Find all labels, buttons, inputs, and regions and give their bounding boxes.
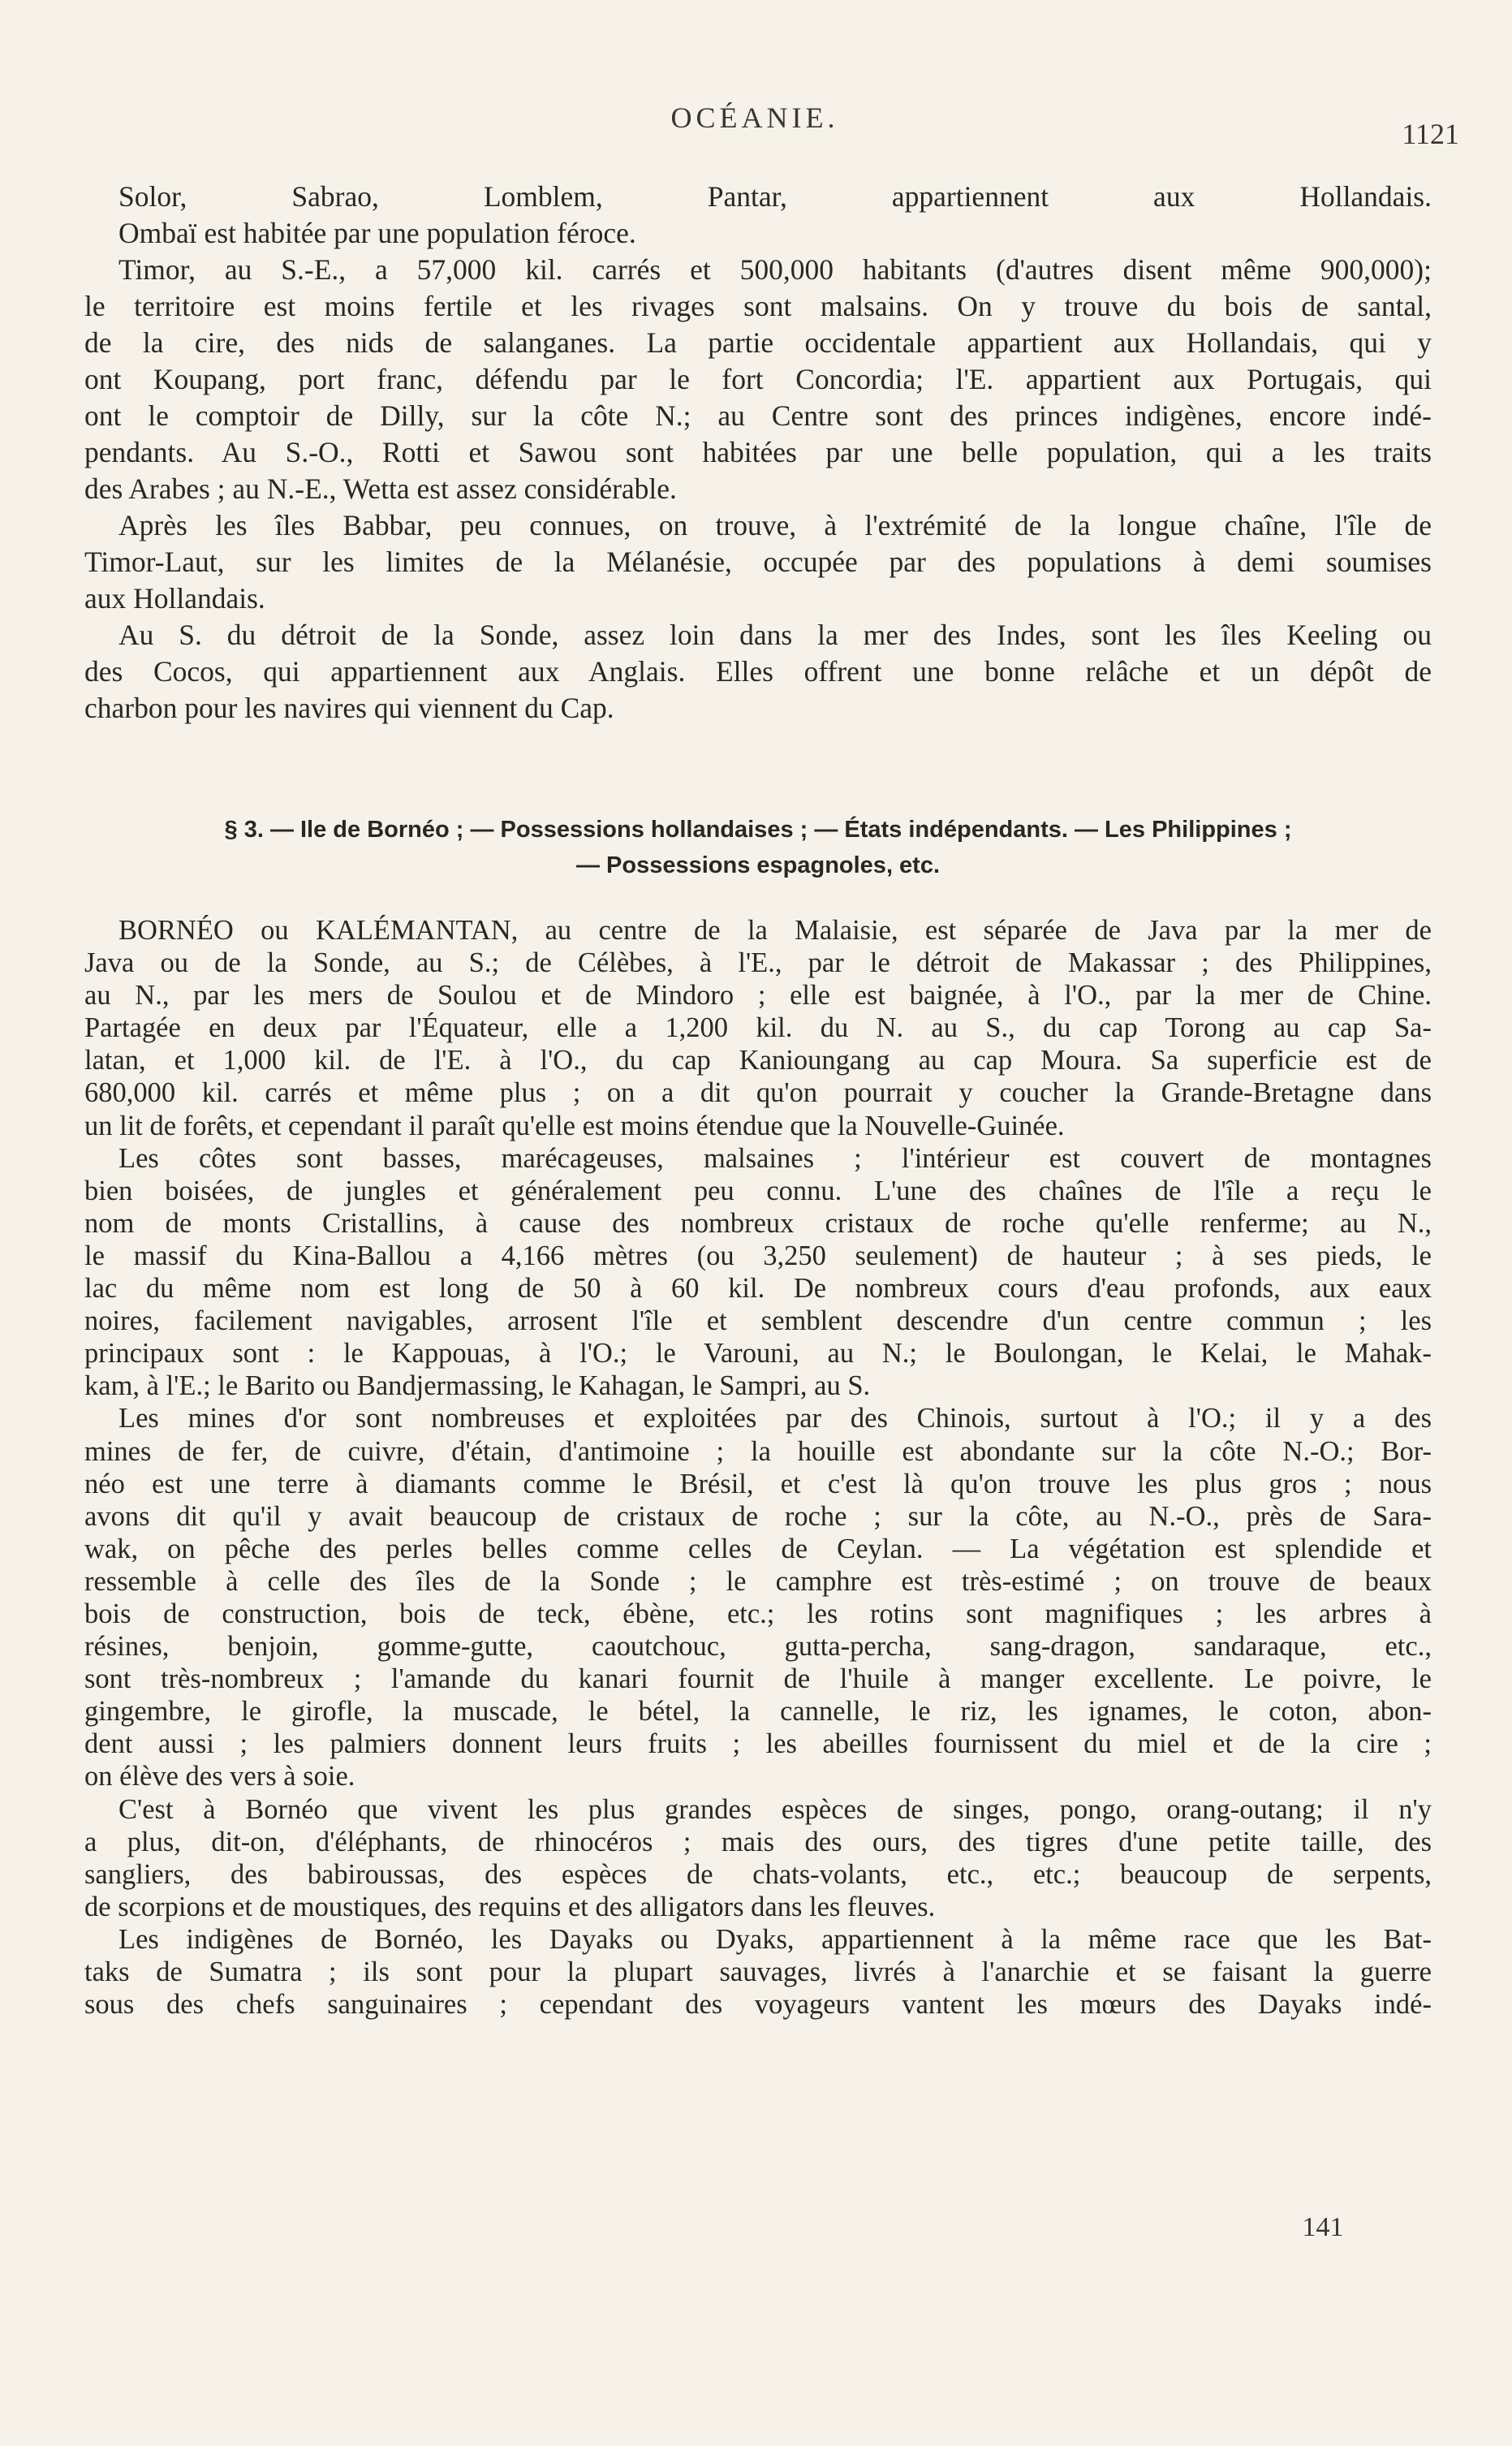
- text-line: BORNÉO ou KALÉMANTAN, au centre de la Malaisie, est séparée de Java par la mer de: [118, 915, 1432, 946]
- text-line: mines de fer, de cuivre, d'étain, d'antimoine ; la houille est abondante sur la côte N.-O.; Bor-: [84, 1435, 1432, 1467]
- heading-line: — Possessions espagnoles, etc.: [575, 852, 941, 878]
- text-block-islands: [84, 179, 1432, 727]
- text-line: aux Hollandais.: [84, 582, 265, 615]
- text-line: le territoire est moins fertile et les rivages sont malsains. On y trouve du bois de santal,: [84, 290, 1432, 322]
- text-line: Les indigènes de Bornéo, les Dayaks ou Dyaks, appartiennent à la même race que les Bat-: [118, 1923, 1432, 1955]
- text-line: on élève des vers à soie.: [84, 1761, 355, 1792]
- text-line: Timor, au S.-E., a 57,000 kil. carrés et 500,000 habitants (d'autres disent même 900,000);: [118, 253, 1432, 286]
- text-line: Les mines d'or sont nombreuses et exploitées par des Chinois, surtout à l'O.; il y a des: [118, 1403, 1432, 1434]
- text-line: Solor, Sabrao, Lomblem, Pantar, appartiennent aux Hollandais.: [118, 180, 1432, 213]
- text-line: gingembre, le girofle, la muscade, le bétel, la cannelle, le riz, les ignames, le coton, abon-: [84, 1696, 1432, 1728]
- section-heading: [84, 812, 1432, 883]
- text-line: bois de construction, bois de teck, ébène, etc.; les rotins sont magnifiques ; les arbres à: [84, 1598, 1432, 1629]
- text-line: ont le comptoir de Dilly, sur la côte N.; au Centre sont des princes indigènes, encore indé-: [84, 399, 1432, 432]
- text-line: Java ou de la Sonde, au S.; de Célèbes, à l'E., par le détroit de Makassar ; des Philippines,: [84, 947, 1432, 979]
- text-line: au N., par les mers de Soulou et de Mindoro ; elle est baignée, à l'O., par la mer de Chine.: [84, 980, 1432, 1012]
- text-line: avons dit qu'il y avait beaucoup de cristaux de roche ; sur la côte, au N.-O., près de Sara-: [84, 1500, 1432, 1532]
- text-line: C'est à Bornéo que vivent les plus grandes espèces de singes, pongo, orang-outang; il n'y: [118, 1793, 1432, 1825]
- text-line: bien boisées, de jungles et généralement peu connu. L'une des chaînes de l'île a reçu le: [84, 1175, 1432, 1206]
- text-line: Timor-Laut, sur les limites de la Mélanésie, occupée par des populations à demi soumises: [84, 546, 1432, 578]
- text-line: Partagée en deux par l'Équateur, elle a 1,200 kil. du N. au S., du cap Torong au cap Sa-: [84, 1012, 1432, 1044]
- text-line: des Cocos, qui appartiennent aux Anglais. Elles offrent une bonne relâche et un dépôt de: [84, 655, 1432, 688]
- text-line: kam, à l'E.; le Barito ou Bandjermassing, le Kahagan, le Sampri, au S.: [84, 1370, 871, 1402]
- text-line: 680,000 kil. carrés et même plus ; on a dit qu'on pourrait y coucher la Grande-Bretagne dans: [84, 1077, 1432, 1109]
- running-header: OCÉANIE.: [670, 101, 839, 134]
- text-line: a plus, dit-on, d'éléphants, de rhinocéros ; mais des ours, des tigres d'une petite taille, des: [84, 1826, 1432, 1857]
- text-line: dent aussi ; les palmiers donnent leurs fruits ; les abeilles fournissent du miel et de la cire ;: [84, 1728, 1432, 1760]
- text-line: nom de monts Cristallins, à cause des nombreux cristaux de roche qu'elle renferme; au N.,: [84, 1207, 1432, 1239]
- text-line: néo est une terre à diamants comme le Brésil, et c'est là qu'on trouve les plus gros ; nous: [84, 1468, 1432, 1499]
- text-line: principaux sont : le Kappouas, à l'O.; le Varouni, au N.; le Boulongan, le Kelai, le Mahak-: [84, 1338, 1432, 1370]
- text-line: résines, benjoin, gomme-gutte, caoutchouc, gutta-percha, sang-dragon, sandaraque, etc.,: [84, 1631, 1432, 1663]
- text-line: pendants. Au S.-O., Rotti et Sawou sont habitées par une belle population, qui a les traits: [84, 436, 1432, 468]
- text-line: ressemble à celle des îles de la Sonde ; le camphre est très-estimé ; on trouve de beaux: [84, 1565, 1432, 1597]
- text-line: de scorpions et de moustiques, des requins et des alligators dans les fleuves.: [84, 1891, 936, 1922]
- text-line: sous des chefs sanguinaires ; cependant des voyageurs vantent les mœurs des Dayaks indé-: [84, 1989, 1432, 2021]
- text-line: taks de Sumatra ; ils sont pour la plupart sauvages, livrés à l'anarchie et se faisant la guerre: [84, 1956, 1432, 1987]
- text-line: noires, facilement navigables, arrosent l'île et semblent descendre d'un centre commun ; les: [84, 1305, 1432, 1337]
- text-line: Les côtes sont basses, marécageuses, malsaines ; l'intérieur est couvert de montagnes: [118, 1142, 1432, 1174]
- text-line: Au S. du détroit de la Sonde, assez loin dans la mer des Indes, sont les îles Keeling ou: [118, 619, 1432, 651]
- page-number: 1121: [1402, 118, 1459, 150]
- text-line: sont très-nombreux ; l'amande du kanari fournit de l'huile à manger excellente. Le poivre, le: [84, 1663, 1432, 1695]
- text-line: sangliers, des babiroussas, des espèces de chats-volants, etc., etc.; beaucoup de serpents,: [84, 1858, 1432, 1890]
- text-line: latan, et 1,000 kil. de l'E. à l'O., du cap Kanioungang au cap Moura. Sa superficie est de: [84, 1045, 1432, 1076]
- text-line: lac du même nom est long de 50 à 60 kil. De nombreux cours d'eau profonds, aux eaux: [84, 1273, 1432, 1305]
- text-line: de la cire, des nids de salanganes. La partie occidentale appartient aux Hollandais, qui y: [84, 326, 1432, 359]
- text-line: Après les îles Babbar, peu connues, on trouve, à l'extrémité de la longue chaîne, l'île de: [118, 509, 1432, 541]
- text-line: le massif du Kina-Ballou a 4,166 mètres (ou 3,250 seulement) de hauteur ; à ses pieds, le: [84, 1240, 1432, 1271]
- text-line: ont Koupang, port franc, défendu par le fort Concordia; l'E. appartient aux Portugais, qui: [84, 363, 1432, 395]
- heading-line: § 3. — Ile de Bornéo ; — Possessions hollandaises ; — États indépendants. — Les Philippines ;: [224, 817, 1292, 843]
- signature-mark: 141: [1302, 2212, 1344, 2242]
- text-line: charbon pour les navires qui viennent du Cap.: [84, 692, 614, 724]
- text-line: wak, on pêche des perles belles comme celles de Ceylan. — La végétation est splendide et: [84, 1533, 1432, 1564]
- text-line: Ombaï est habitée par une population féroce.: [118, 217, 636, 249]
- text-line: un lit de forêts, et cependant il paraît qu'elle est moins étendue que la Nouvelle-Guinée.: [84, 1110, 1065, 1141]
- text-block-borneo: [84, 914, 1432, 2021]
- text-line: des Arabes ; au N.-E., Wetta est assez considérable.: [84, 472, 677, 505]
